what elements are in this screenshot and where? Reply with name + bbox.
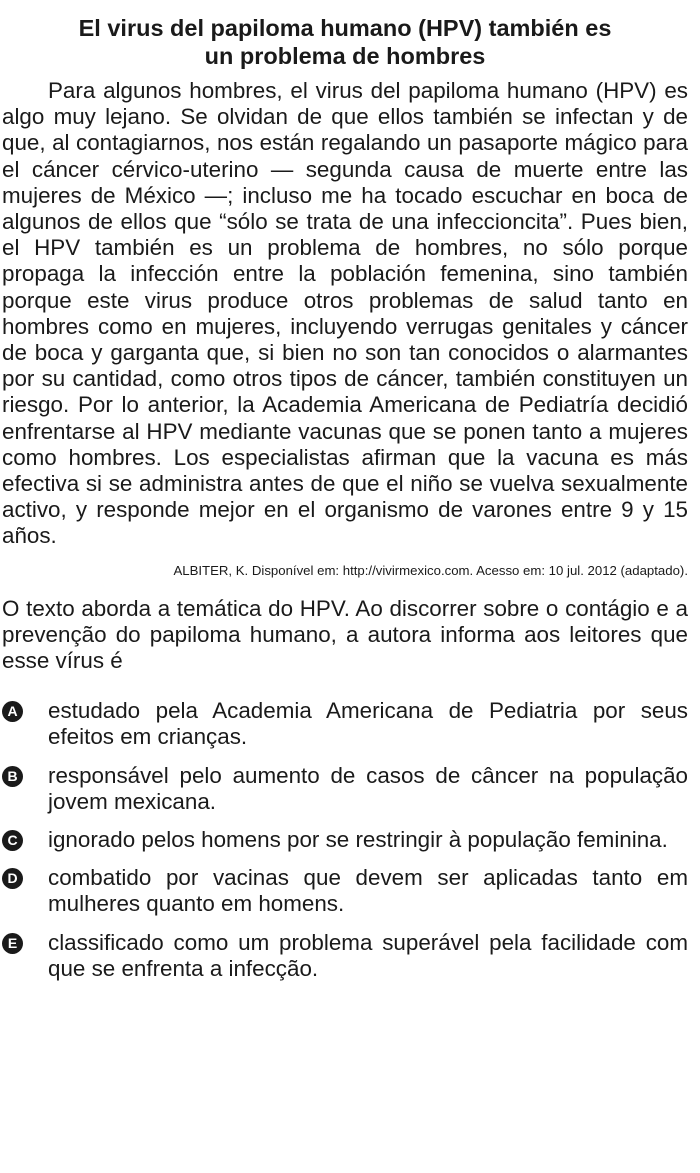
option-e-letter: E (2, 933, 23, 954)
question-stem: O texto aborda a temática do HPV. Ao discorrer sobre o contágio e a prevenção do papiloma humano, a autora informa aos leitores que esse vírus é (2, 595, 688, 674)
article-title (2, 14, 688, 70)
option-c-letter: C (2, 830, 23, 851)
option-d-text: combatido por vacinas que devem ser aplicadas tanto em mulheres quanto em homens. (48, 865, 688, 917)
option-a-text: estudado pela Academia Americana de Pediatria por seus efeitos em crianças. (48, 698, 688, 750)
option-b-text: responsável pelo aumento de casos de câncer na população jovem mexicana. (48, 762, 688, 814)
option-b-letter: B (2, 766, 23, 787)
option-a[interactable] (2, 698, 688, 750)
option-b[interactable] (2, 763, 688, 815)
option-e[interactable] (2, 930, 688, 982)
option-d[interactable] (2, 865, 688, 917)
exam-page (0, 14, 700, 1173)
article-body: Para algunos hombres, el virus del papiloma humano (HPV) es algo muy lejano. Se olvidan de que ellos también se infectan y de que, al contagiarnos, nos están regalando un pasaporte mágico para el cáncer cérvico-uterino — segunda causa de muerte entre las mujeres de México —; incluso me ha tocado escuchar en boca de algunos de ellos que “sólo se trata de una infeccioncita”. Pues bien, el HPV también es un problema de hombres, no sólo porque propaga la infección entre la población femenina, sino también porque este virus produce otros problemas de salud tanto en hombres como en mujeres, incluyendo verrugas genitales y cáncer de boca y garganta que, si bien no son tan conocidos o alarmantes por su cantidad, como otros tipos de cáncer, también constituyen un riesgo. Por lo anterior, la Academia Americana de Pediatría decidió enfrentarse al HPV mediante vacunas que se ponen tanto a mujeres como hombres. Los especialistas afirman que la vacuna es más efectiva si se administra antes de que el niño se vuelva sexualmente activo, y responde mejor en el organismo de varones entre 9 y 15 años. (2, 78, 688, 549)
article-title-line-2: un problema de hombres (204, 43, 486, 69)
article-title-line-1: El virus del papiloma humano (HPV) también es (78, 15, 612, 41)
option-e-text: classificado como um problema superável pela facilidade com que se enfrenta a infecção. (48, 929, 688, 981)
article-source: ALBITER, K. Disponível em: http://vivirmexico.com. Acesso em: 10 jul. 2012 (adaptado). (173, 562, 688, 578)
answer-options (2, 698, 688, 982)
option-a-letter: A (2, 701, 23, 722)
option-c[interactable] (2, 827, 688, 853)
option-d-letter: D (2, 868, 23, 889)
option-c-text: ignorado pelos homens por se restringir à população feminina. (48, 827, 668, 853)
